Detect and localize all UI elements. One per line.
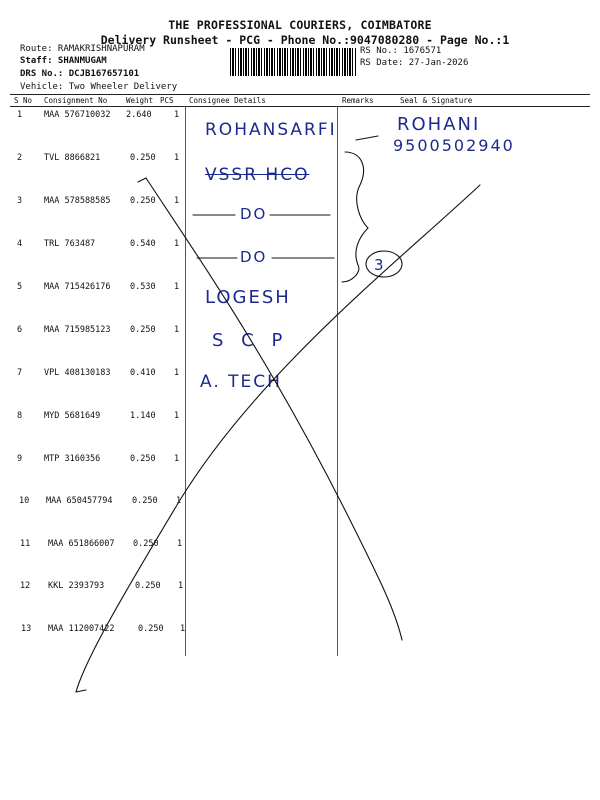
handwritten-consignee-row2: VSSR HCO [205,165,310,185]
row-consignment: MTP 3160356 [44,454,101,464]
col-pcs: PCS [160,96,174,105]
row-pcs: 1 [176,496,182,506]
col-consignment: Consignment No [44,96,108,105]
col-remarks: Remarks [342,96,374,105]
row-weight: 0.250 [135,581,161,591]
row-pcs: 1 [177,539,183,549]
row-sno: 9 [17,454,23,464]
row-weight: 0.250 [130,325,156,335]
row-consignment: MYD 5681649 [44,411,101,421]
row-sno: 2 [17,153,23,163]
row-weight: 0.250 [130,196,156,206]
row-consignment: MAA 576710032 [44,110,111,120]
row-sno: 10 [19,496,30,506]
row-consignment: MAA 715426176 [44,282,111,292]
row-weight: 0.250 [130,153,156,163]
row-pcs: 1 [174,411,180,421]
row-weight: 0.250 [130,454,156,464]
row-consignment: TVL 8866821 [44,153,101,163]
row-weight: 0.540 [130,239,156,249]
row-pcs: 1 [174,153,180,163]
handwritten-consignee-row6: S C P [212,330,289,351]
rs-number: RS No.: 1676571 [360,46,442,56]
row-pcs: 1 [174,110,180,120]
col-weight: Weight [126,96,154,105]
count-circle [366,251,402,277]
row-sno: 11 [20,539,31,549]
row-consignment: MAA 578588585 [44,196,111,206]
row-sno: 6 [17,325,23,335]
row-weight: 1.140 [130,411,156,421]
row-consignment: MAA 715985123 [44,325,111,335]
handwritten-bracket-count: 3 [374,256,384,274]
runsheet-title: Delivery Runsheet - PCG - Phone No.:9047080280 - Page No.:1 [100,33,510,47]
row-pcs: 1 [174,368,180,378]
row-sno: 13 [21,624,32,634]
handwritten-ditto-row4: DO [240,248,268,266]
row-pcs: 1 [174,325,180,335]
row-pcs: 1 [174,196,180,206]
remark-brace [342,152,368,282]
route-label: Route: RAMAKRISHNAPURAM [20,44,145,54]
drs-number: DRS No.: DCJB167657101 [20,69,140,79]
row-sno: 5 [17,282,23,292]
row-consignment: MAA 651866007 [48,539,115,549]
row-sno: 4 [17,239,23,249]
row-sno: 8 [17,411,23,421]
row-consignment: KKL 2393793 [48,581,105,591]
vehicle-label: Vehicle: Two Wheeler Delivery [20,82,178,92]
col-consignee: Consignee Details [189,96,266,105]
cross-out-stroke-a [146,178,402,640]
handwritten-signature-phone: 9500502940 [393,136,515,155]
handwritten-consignee-row5: LOGESH [205,287,291,308]
row-pcs: 1 [180,624,186,634]
handwritten-consignee-row7: A. TECH [200,372,282,392]
row-pcs: 1 [174,239,180,249]
staff-label: Staff: SHANMUGAM [20,56,107,66]
row-sno: 3 [17,196,23,206]
row-consignment: TRL 763487 [44,239,96,249]
rs-date: RS Date: 27-Jan-2026 [360,58,469,68]
row-weight: 0.410 [130,368,156,378]
row-weight: 2.640 [126,110,152,120]
row-weight: 0.250 [138,624,164,634]
cross-out-tail [76,178,146,692]
row-weight: 0.530 [130,282,156,292]
col-sno: S No [14,96,33,105]
row-pcs: 1 [178,581,184,591]
row-consignment: VPL 408130183 [44,368,111,378]
row-weight: 0.250 [132,496,158,506]
handwritten-consignee-row1: ROHANSARFI [205,120,337,140]
cross-out-stroke-b [76,185,480,692]
row-pcs: 1 [174,282,180,292]
handwritten-signature-name: ROHANI [397,114,481,135]
row-sno: 7 [17,368,23,378]
row-consignment: MAA 112007422 [48,624,115,634]
handwritten-ditto-row3: DO [240,205,268,223]
row-sno: 12 [20,581,31,591]
row-pcs: 1 [174,454,180,464]
row-weight: 0.250 [133,539,159,549]
remark-dash [356,136,378,140]
col-signature: Seal & Signature [400,96,473,105]
row-consignment: MAA 650457794 [46,496,113,506]
company-title: THE PROFESSIONAL COURIERS, COIMBATORE [168,18,432,32]
row-sno: 1 [17,110,23,120]
